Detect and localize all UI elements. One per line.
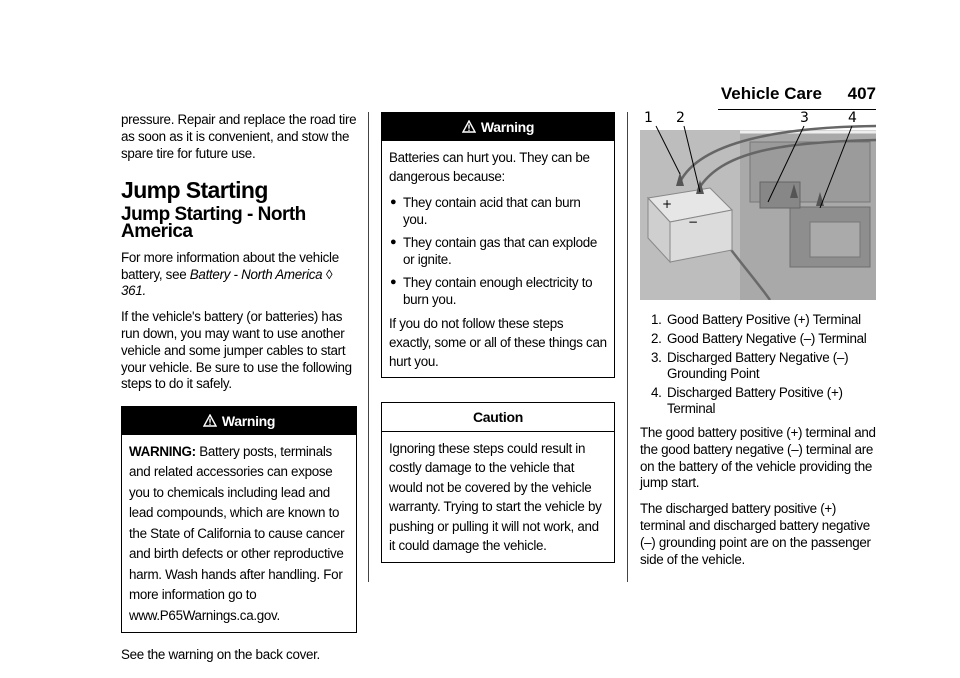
list-item: 4. Discharged Battery Positive (+) Terminal bbox=[651, 385, 843, 416]
engine-bay-image bbox=[640, 112, 876, 300]
caution-text: Ignoring these steps could result in costly damage to the vehicle that would not be covered by the vehicle warranty. Trying to start the vehicle by pushing or pulling it will not work, and it could damage the vehicle. bbox=[389, 440, 602, 554]
heading-jump-starting: Jump Starting bbox=[121, 177, 268, 204]
callout-4: 4 bbox=[848, 110, 857, 126]
warning-box-p65 bbox=[121, 406, 357, 633]
back-cover-note: See the warning on the back cover. bbox=[121, 647, 320, 663]
list-item: ● They contain acid that can burn you. bbox=[390, 194, 581, 227]
jump-start-illustration bbox=[640, 112, 876, 300]
warning-icon bbox=[462, 120, 476, 133]
intro-paragraph: pressure. Repair and replace the road tire as soon as it is convenient, and stow the spare tire for future use. bbox=[121, 112, 357, 161]
battery-plus-mark: + bbox=[662, 197, 672, 211]
callout-2: 2 bbox=[676, 110, 685, 126]
terminals-paragraph-2: The discharged battery positive (+) terminal and discharged battery negative (–) grounding point are on the passenger side of the vehicle. bbox=[640, 501, 871, 567]
warning-outro: If you do not follow these steps exactly, some or all of these things can hurt you. bbox=[389, 315, 607, 369]
caution-header: Caution bbox=[382, 403, 614, 432]
callout-1: 1 bbox=[644, 110, 653, 126]
column-1 bbox=[121, 112, 357, 673]
warning-intro: Batteries can hurt you. They can be dangerous because: bbox=[389, 149, 590, 184]
warning-header: Warning bbox=[382, 113, 614, 141]
battery-link[interactable]: Battery - North America ◊ 361. bbox=[121, 266, 333, 299]
page-header bbox=[720, 84, 876, 106]
callout-3: 3 bbox=[800, 110, 809, 126]
column-2 bbox=[381, 112, 615, 577]
list-item: ● They contain enough electricity to burn you. bbox=[390, 274, 593, 307]
battery-minus-mark: − bbox=[688, 215, 698, 229]
warning-text: WARNING: Battery posts, terminals and related accessories can expose you to chemicals including lead and lead compounds, which are known to the State of California to cause cancer and birth defects or other reproductive harm. Wash hands after handling. For more information go to www.P65Warnings.ca.gov. bbox=[129, 443, 345, 623]
warning-box-battery bbox=[381, 112, 615, 378]
bullet-icon: ● bbox=[390, 275, 397, 288]
bullet-icon: ● bbox=[390, 235, 397, 248]
warning-header: Warning bbox=[122, 407, 356, 435]
callout-legend bbox=[640, 312, 876, 417]
terminals-paragraph-1: The good battery positive (+) terminal and the good battery negative (–) terminal are on the battery of the vehicle providing the jump start. bbox=[640, 425, 876, 491]
heading-north-america: Jump Starting - North America bbox=[121, 204, 306, 242]
page-ref-icon: ◊ bbox=[325, 266, 333, 282]
list-item: ● They contain gas that can explode or ignite. bbox=[390, 234, 598, 267]
list-item: 2. Good Battery Negative (–) Terminal bbox=[651, 331, 867, 346]
warning-icon bbox=[203, 414, 217, 427]
hazard-list bbox=[389, 194, 607, 308]
caution-box bbox=[381, 402, 615, 563]
list-item: 3. Discharged Battery Negative (–) Grounding Point bbox=[651, 350, 849, 381]
page-number: 407 bbox=[847, 84, 876, 103]
battery-reference-paragraph: For more information about the vehicle battery, see Battery - North America ◊ 361. bbox=[121, 249, 339, 299]
section-title: Vehicle Care bbox=[720, 84, 822, 103]
column-3 bbox=[640, 112, 876, 577]
column-divider bbox=[627, 112, 628, 582]
jump-start-paragraph: If the vehicle's battery (or batteries) has run down, you may want to use another vehicle and some jumper cables to start your vehicle. Be sure to use the following steps to do it safely. bbox=[121, 309, 352, 392]
column-divider bbox=[368, 112, 369, 582]
bullet-icon: ● bbox=[390, 195, 397, 208]
list-item: 1. Good Battery Positive (+) Terminal bbox=[651, 312, 861, 327]
